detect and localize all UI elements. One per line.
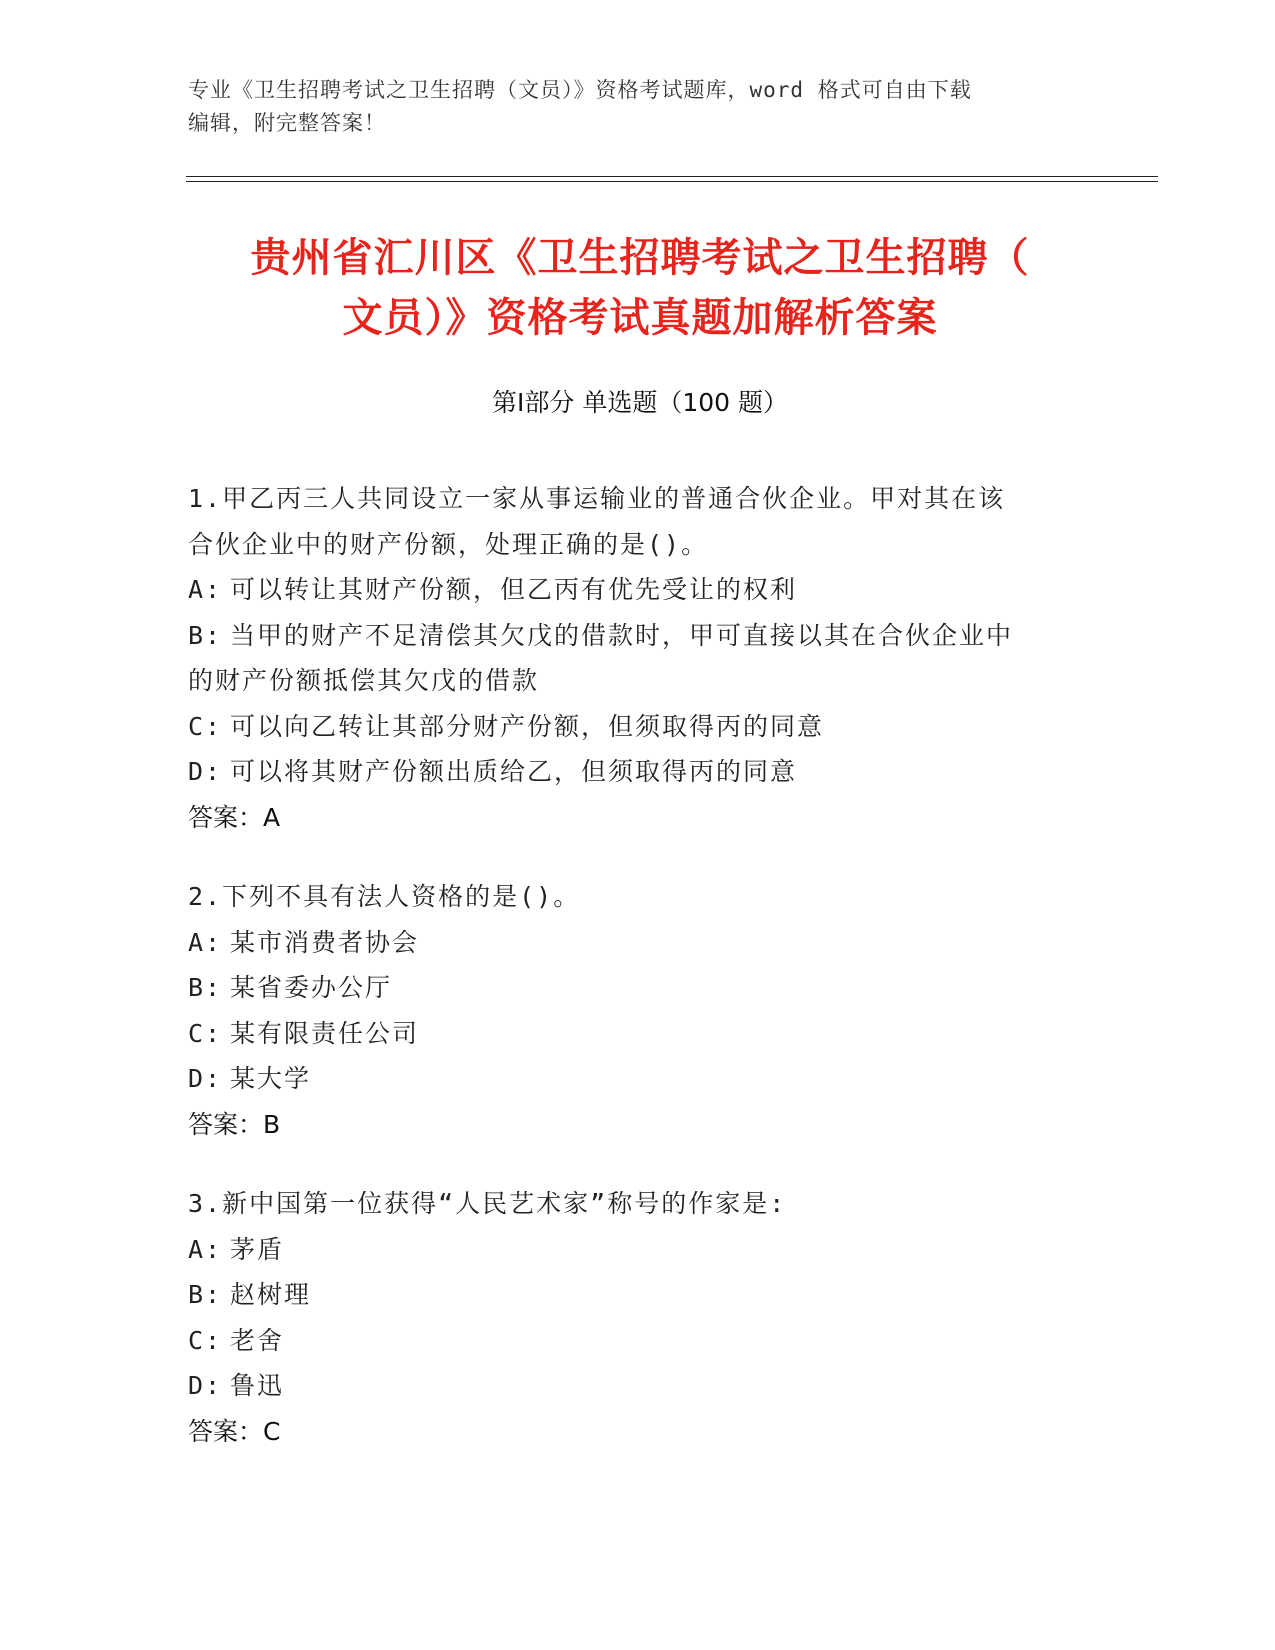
answer: 答案：B xyxy=(188,1109,281,1139)
option-text: 可以转让其财产份额，但乙丙有优先受让的权利 xyxy=(230,575,798,604)
option-key: A: xyxy=(188,927,223,957)
option-key: C: xyxy=(188,711,223,741)
option-text: 可以将其财产份额出质给乙，但须取得丙的同意 xyxy=(230,757,798,786)
option-d xyxy=(188,749,1088,795)
question-1 xyxy=(188,476,1088,840)
option-a xyxy=(188,567,1088,613)
question-stem-continued: 合伙企业中的财产份额，处理正确的是()。 xyxy=(188,529,709,559)
page-header xyxy=(188,74,1088,140)
document-title-line-2: 文员）》资格考试真题加解析答案 xyxy=(342,295,938,341)
option-a xyxy=(188,1227,1088,1273)
option-key: C: xyxy=(188,1018,223,1048)
answer: 答案：C xyxy=(188,1416,281,1446)
document-title-line-1: 贵州省汇川区《卫生招聘考试之卫生招聘（ xyxy=(250,235,1030,281)
question-stem: 1.甲乙丙三人共同设立一家从事运输业的普通合伙企业。甲对其在该 xyxy=(188,484,1006,513)
document-title xyxy=(160,228,1120,348)
option-text: 某市消费者协会 xyxy=(230,927,420,957)
option-d xyxy=(188,1363,1088,1409)
header-divider-bottom xyxy=(186,181,1158,182)
option-b-continued: 的财产份额抵偿其欠戊的借款 xyxy=(188,666,540,695)
question-2 xyxy=(188,874,1088,1147)
option-text: 某省委办公厅 xyxy=(230,973,393,1002)
option-text: 赵树理 xyxy=(230,1280,312,1309)
option-key: B: xyxy=(188,973,223,1002)
option-key: D: xyxy=(188,1371,223,1400)
option-key: D: xyxy=(188,1064,223,1093)
option-key: C: xyxy=(188,1325,223,1355)
option-key: D: xyxy=(188,757,223,786)
header-divider-top xyxy=(186,176,1158,177)
option-a xyxy=(188,920,1088,966)
option-key: A: xyxy=(188,575,223,604)
question-stem: 2.下列不具有法人资格的是()。 xyxy=(188,882,581,911)
option-c xyxy=(188,704,1088,750)
option-text: 老舍 xyxy=(230,1325,285,1355)
option-key: A: xyxy=(188,1234,223,1264)
header-line-2: 编辑，附完整答案！ xyxy=(188,111,386,135)
question-stem: 3.新中国第一位获得“人民艺术家”称号的作家是: xyxy=(188,1189,787,1218)
option-text: 某有限责任公司 xyxy=(230,1018,420,1048)
option-b xyxy=(188,613,1088,659)
section-title: 第Ⅰ部分 单选题（100 题） xyxy=(492,388,788,417)
option-text: 可以向乙转让其部分财产份额，但须取得丙的同意 xyxy=(230,711,825,741)
option-text: 某大学 xyxy=(230,1064,312,1093)
option-b xyxy=(188,1272,1088,1318)
option-key: B: xyxy=(188,1280,223,1309)
option-c xyxy=(188,1318,1088,1364)
option-text: 当甲的财产不足清偿其欠戊的借款时，甲可直接以其在合伙企业中 xyxy=(230,620,1014,650)
header-line-1: 专业《卫生招聘考试之卫生招聘（文员）》资格考试题库，word 格式可自由下载 xyxy=(188,78,972,102)
question-3 xyxy=(188,1181,1088,1454)
option-d xyxy=(188,1056,1088,1102)
answer: 答案：A xyxy=(188,802,281,832)
option-text: 鲁迅 xyxy=(230,1371,285,1400)
option-key: B: xyxy=(188,620,223,650)
option-text: 茅盾 xyxy=(230,1234,285,1264)
option-c xyxy=(188,1011,1088,1057)
question-list xyxy=(188,476,1088,1488)
option-b xyxy=(188,965,1088,1011)
